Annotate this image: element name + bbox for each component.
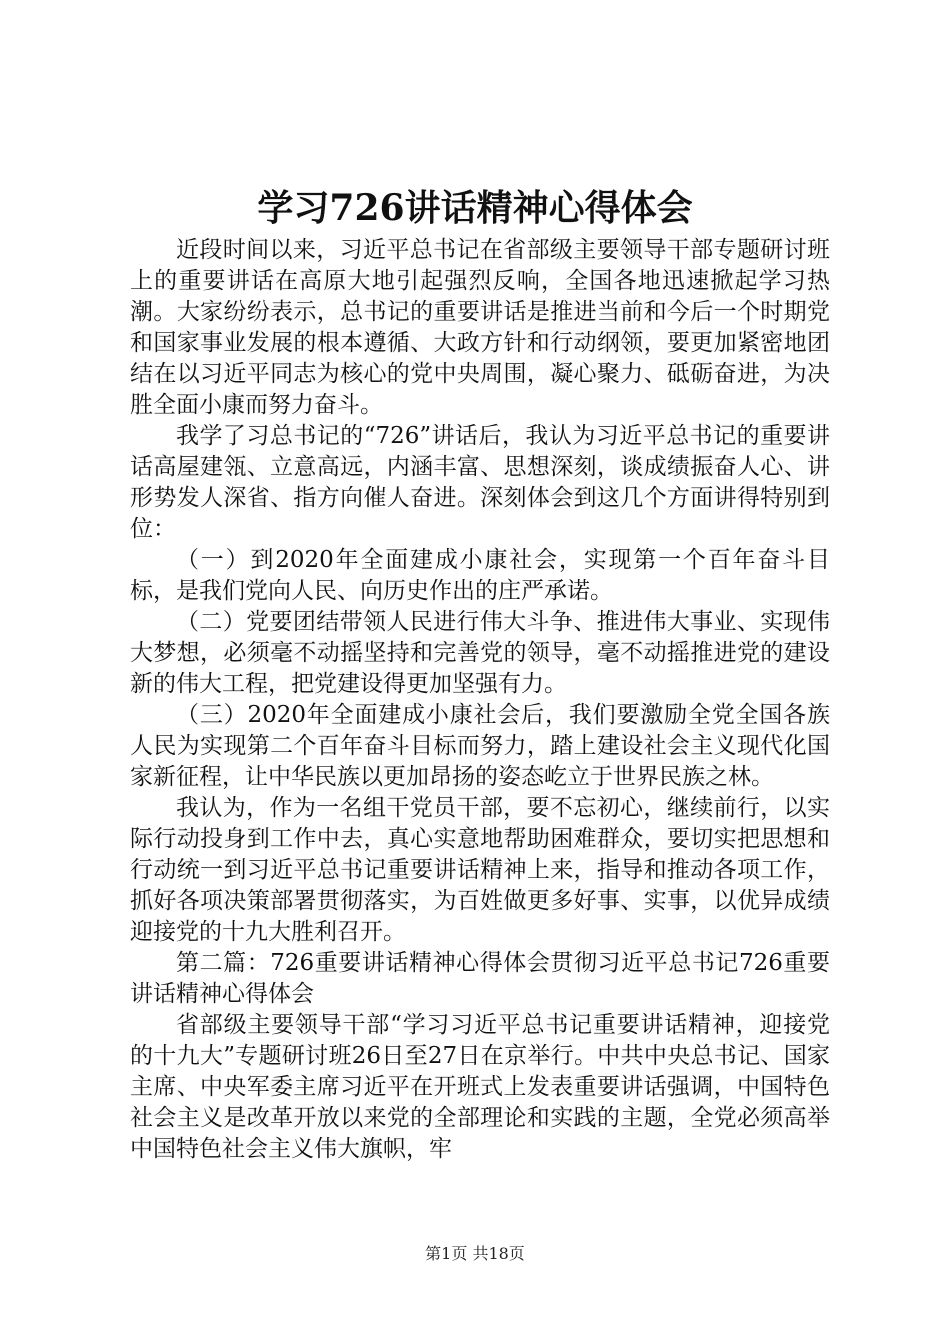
document-title: 学习726讲话精神心得体会 bbox=[257, 187, 693, 229]
section-heading-part-two: 第二篇：726重要讲话精神心得体会贯彻习近平总书记726重要讲话精神心得体会 bbox=[130, 950, 830, 1007]
paragraph-part-two-intro: 省部级主要领导干部“学习习近平总书记重要讲话精神，迎接党的十九大”专题研讨班26日至27日在京举行。中共中央总书记、国家主席、中央军委主席习近平在开班式上发表重要讲话强调，中国特色社会主义是改革开放以来党的全部理论和实践的主题，全党必须高举中国特色社会主义伟大旗帜，牢 bbox=[130, 1012, 830, 1162]
paragraph-reflection: 我学了习总书记的“726”讲话后，我认为习近平总书记的重要讲话高屋建瓴、立意高远，内涵丰富、思想深刻，谈成绩振奋人心、讲形势发人深省、指方向催人奋进。深刻体会到这几个方面讲得特别到位： bbox=[130, 423, 830, 542]
document-body bbox=[130, 235, 830, 1165]
paragraph-point-1: （一）到2020年全面建成小康社会，实现第一个百年奋斗目标，是我们党向人民、向历史作出的庄严承诺。 bbox=[130, 547, 830, 604]
paragraph-point-3: （三）2020年全面建成小康社会后，我们要激励全党全国各族人民为实现第二个百年奋斗目标而努力，踏上建设社会主义现代化国家新征程，让中华民族以更加昂扬的姿态屹立于世界民族之林。 bbox=[130, 702, 830, 790]
page-footer: 第1页 共18页 bbox=[425, 1244, 525, 1263]
paragraph-commitment: 我认为，作为一名组干党员干部，要不忘初心，继续前行，以实际行动投身到工作中去，真心实意地帮助困难群众，要切实把思想和行动统一到习近平总书记重要讲话精神上来，指导和推动各项工作，抓好各项决策部署贯彻落实，为百姓做更多好事、实事，以优异成绩迎接党的十九大胜利召开。 bbox=[130, 795, 830, 945]
paragraph-intro: 近段时间以来，习近平总书记在省部级主要领导干部专题研讨班上的重要讲话在高原大地引起强烈反响，全国各地迅速掀起学习热潮。大家纷纷表示，总书记的重要讲话是推进当前和今后一个时期党和国家事业发展的根本遵循、大政方针和行动纲领，要更加紧密地团结在以习近平同志为核心的党中央周围，凝心聚力、砥砺奋进，为决胜全面小康而努力奋斗。 bbox=[130, 237, 830, 418]
paragraph-point-2: （二）党要团结带领人民进行伟大斗争、推进伟大事业、实现伟大梦想，必须毫不动摇坚持和完善党的领导，毫不动摇推进党的建设新的伟大工程，把党建设得更加坚强有力。 bbox=[130, 609, 830, 697]
